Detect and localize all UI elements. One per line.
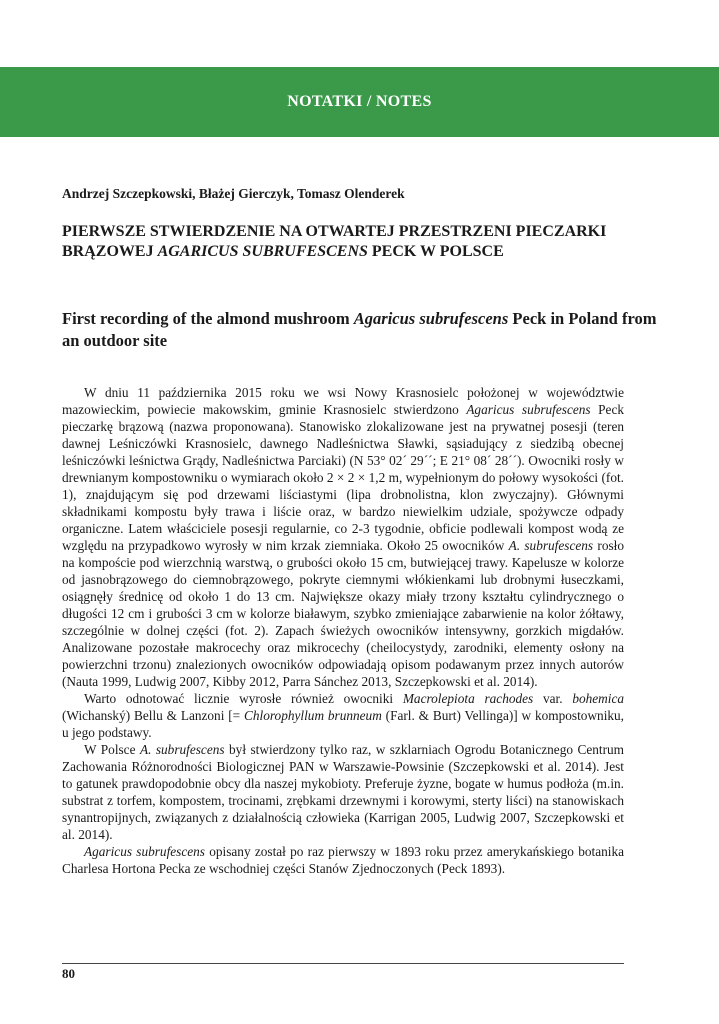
paragraph-1 [62, 384, 624, 690]
paragraph-text: Peck pieczarkę brązową (nazwa proponowana). Stanowisko zlokalizowane jest na prywatnej posesji (teren dawnej Leśniczówki Krasnosielc, dawnego Nadleśnictwa Sławki, sąsiadujący z siedzibą obecnej leśniczówki leśnictwa Grądy, Nadleśnictwa Parciaki) (N 53° 02´ 29´´; E 21° 08´ 28´´). Owocniki rosły w drewnianym kompostowniku o wymiarach około 2 × 2 × 1,2 m, wypełnionym do połowy wysokości (fot. 1), znajdującym się pod drzewami liściastymi (lipa drobnolistna, klon zwyczajny). Głównymi składnikami kompostu były trawa i liście oraz, w bardzo niewielkim udziale, spożywcze odpady organiczne. Latem właściciele posesji regularnie, co 2-3 tygodnie, obficie podlewali kompost wodą ze względu na przypadkowo wyrosły w nim krzak ziemniaka. Około 25 owocników [62, 402, 625, 553]
species-name: Macrolepiota rachodes [402, 691, 534, 706]
paragraph-text: był stwierdzony tylko raz, w szklarniach Ogrodu Botanicznego Centrum Zachowania Różnorodności Biologicznej PAN w Warszawie-Powsinie (Szczepkowski et al. 2014). Jest to gatunek prawdopodobnie obcy dla naszej mykobioty. Preferuje żyzne, bogate w humus podłoża (m.in. substrat z torfem, kompostem, trocinami, zrębkami drzewnymi i korowymi, sterty liści) na stanowiskach synantropijnych, związanych z działalnością człowieka (Karrigan 2005, Ludwig 2007, Szczepkowski et al. 2014). [62, 742, 624, 842]
species-name: Agaricus subrufescens [84, 844, 205, 859]
title-english-species: Agaricus subrufescens [353, 309, 509, 328]
footer-divider [62, 963, 624, 964]
paragraph-text: (Wichanský) Bellu & Lanzoni [= [62, 708, 245, 723]
paragraph-text: rosło na kompoście pod wierzchnią warstwą, o grubości około 15 cm, butwiejącej trawy. Kapelusze w kolorze od jasnobrązowego do ciemnobrązowego, pokryte ciemnymi włókienkami lub drobnymi łuseczkami, osiągnęły średnicę od około 1 do 13 cm. Największe okazy miały trzony kształtu cylindrycznego o długości 12 cm i grubości 3 cm w kolorze białawym, szybko zmieniające zabarwienie na kolor żółtawy, szczególnie w dolnej części (fot. 2). Zapach świeżych owocników intensywny, gorzkich migdałów. Analizowane pozostałe makrocechy oraz mikrocechy (cheilocystydy, zarodniki, elementy osłony na powierzchni trzonu) znalezionych owocników odpowiadają opisom podawanym przez innych autorów (Nauta 1999, Ludwig 2007, Kibby 2012, Parra Sánchez 2013, Szczepkowski et al. 2014). [62, 538, 624, 689]
paragraph-2 [62, 690, 624, 741]
title-english [62, 308, 662, 352]
section-title: NOTATKI / NOTES [287, 93, 432, 110]
species-name: Agaricus subrufescens [466, 402, 591, 417]
species-name: A. subrufescens [508, 538, 594, 553]
title-polish-part1: PIERWSZE STWIERDZENIE NA OTWARTEJ PRZESTRZENI PIECZARKI BRĄZOWEJ [62, 223, 607, 260]
authors: Andrzej Szczepkowski, Błażej Gierczyk, Tomasz Olenderek [62, 186, 405, 201]
paragraph-text: var. [533, 691, 573, 706]
paragraph-text: Warto odnotować licznie wyrosłe również owocniki [84, 691, 403, 706]
title-english-part2: Peck in Poland from an outdoor site [62, 309, 657, 350]
title-polish-part2: PECK W POLSCE [367, 243, 504, 260]
paragraph-text: (Farl. & Burt) Vellinga)] w kompostowniku, u jego podstawy. [62, 708, 625, 740]
section-banner [0, 67, 719, 137]
species-name: A. subrufescens [139, 742, 225, 757]
paragraph-text: W Polsce [84, 742, 140, 757]
paragraph-text: opisany został po raz pierwszy w 1893 roku przez amerykańskiego botanika Charlesa Hortona Pecka ze wschodniej części Stanów Zjednoczonych (Peck 1893). [62, 844, 625, 876]
paragraph-3 [62, 741, 624, 843]
species-name: Chlorophyllum brunneum [244, 708, 382, 723]
species-name: bohemica [572, 691, 625, 706]
paragraph-4 [62, 843, 624, 877]
title-english-part1: First recording of the almond mushroom [62, 309, 354, 328]
page-number: 80 [62, 966, 75, 981]
title-polish-species: AGARICUS SUBRUFESCENS [157, 243, 368, 260]
title-polish [62, 222, 662, 262]
paragraph-text: W dniu 11 października 2015 roku we wsi Nowy Krasnosielc położonej w województwie mazowieckim, powiecie makowskim, gminie Krasnosielc stwierdzono [62, 385, 624, 417]
article-body [62, 384, 624, 877]
